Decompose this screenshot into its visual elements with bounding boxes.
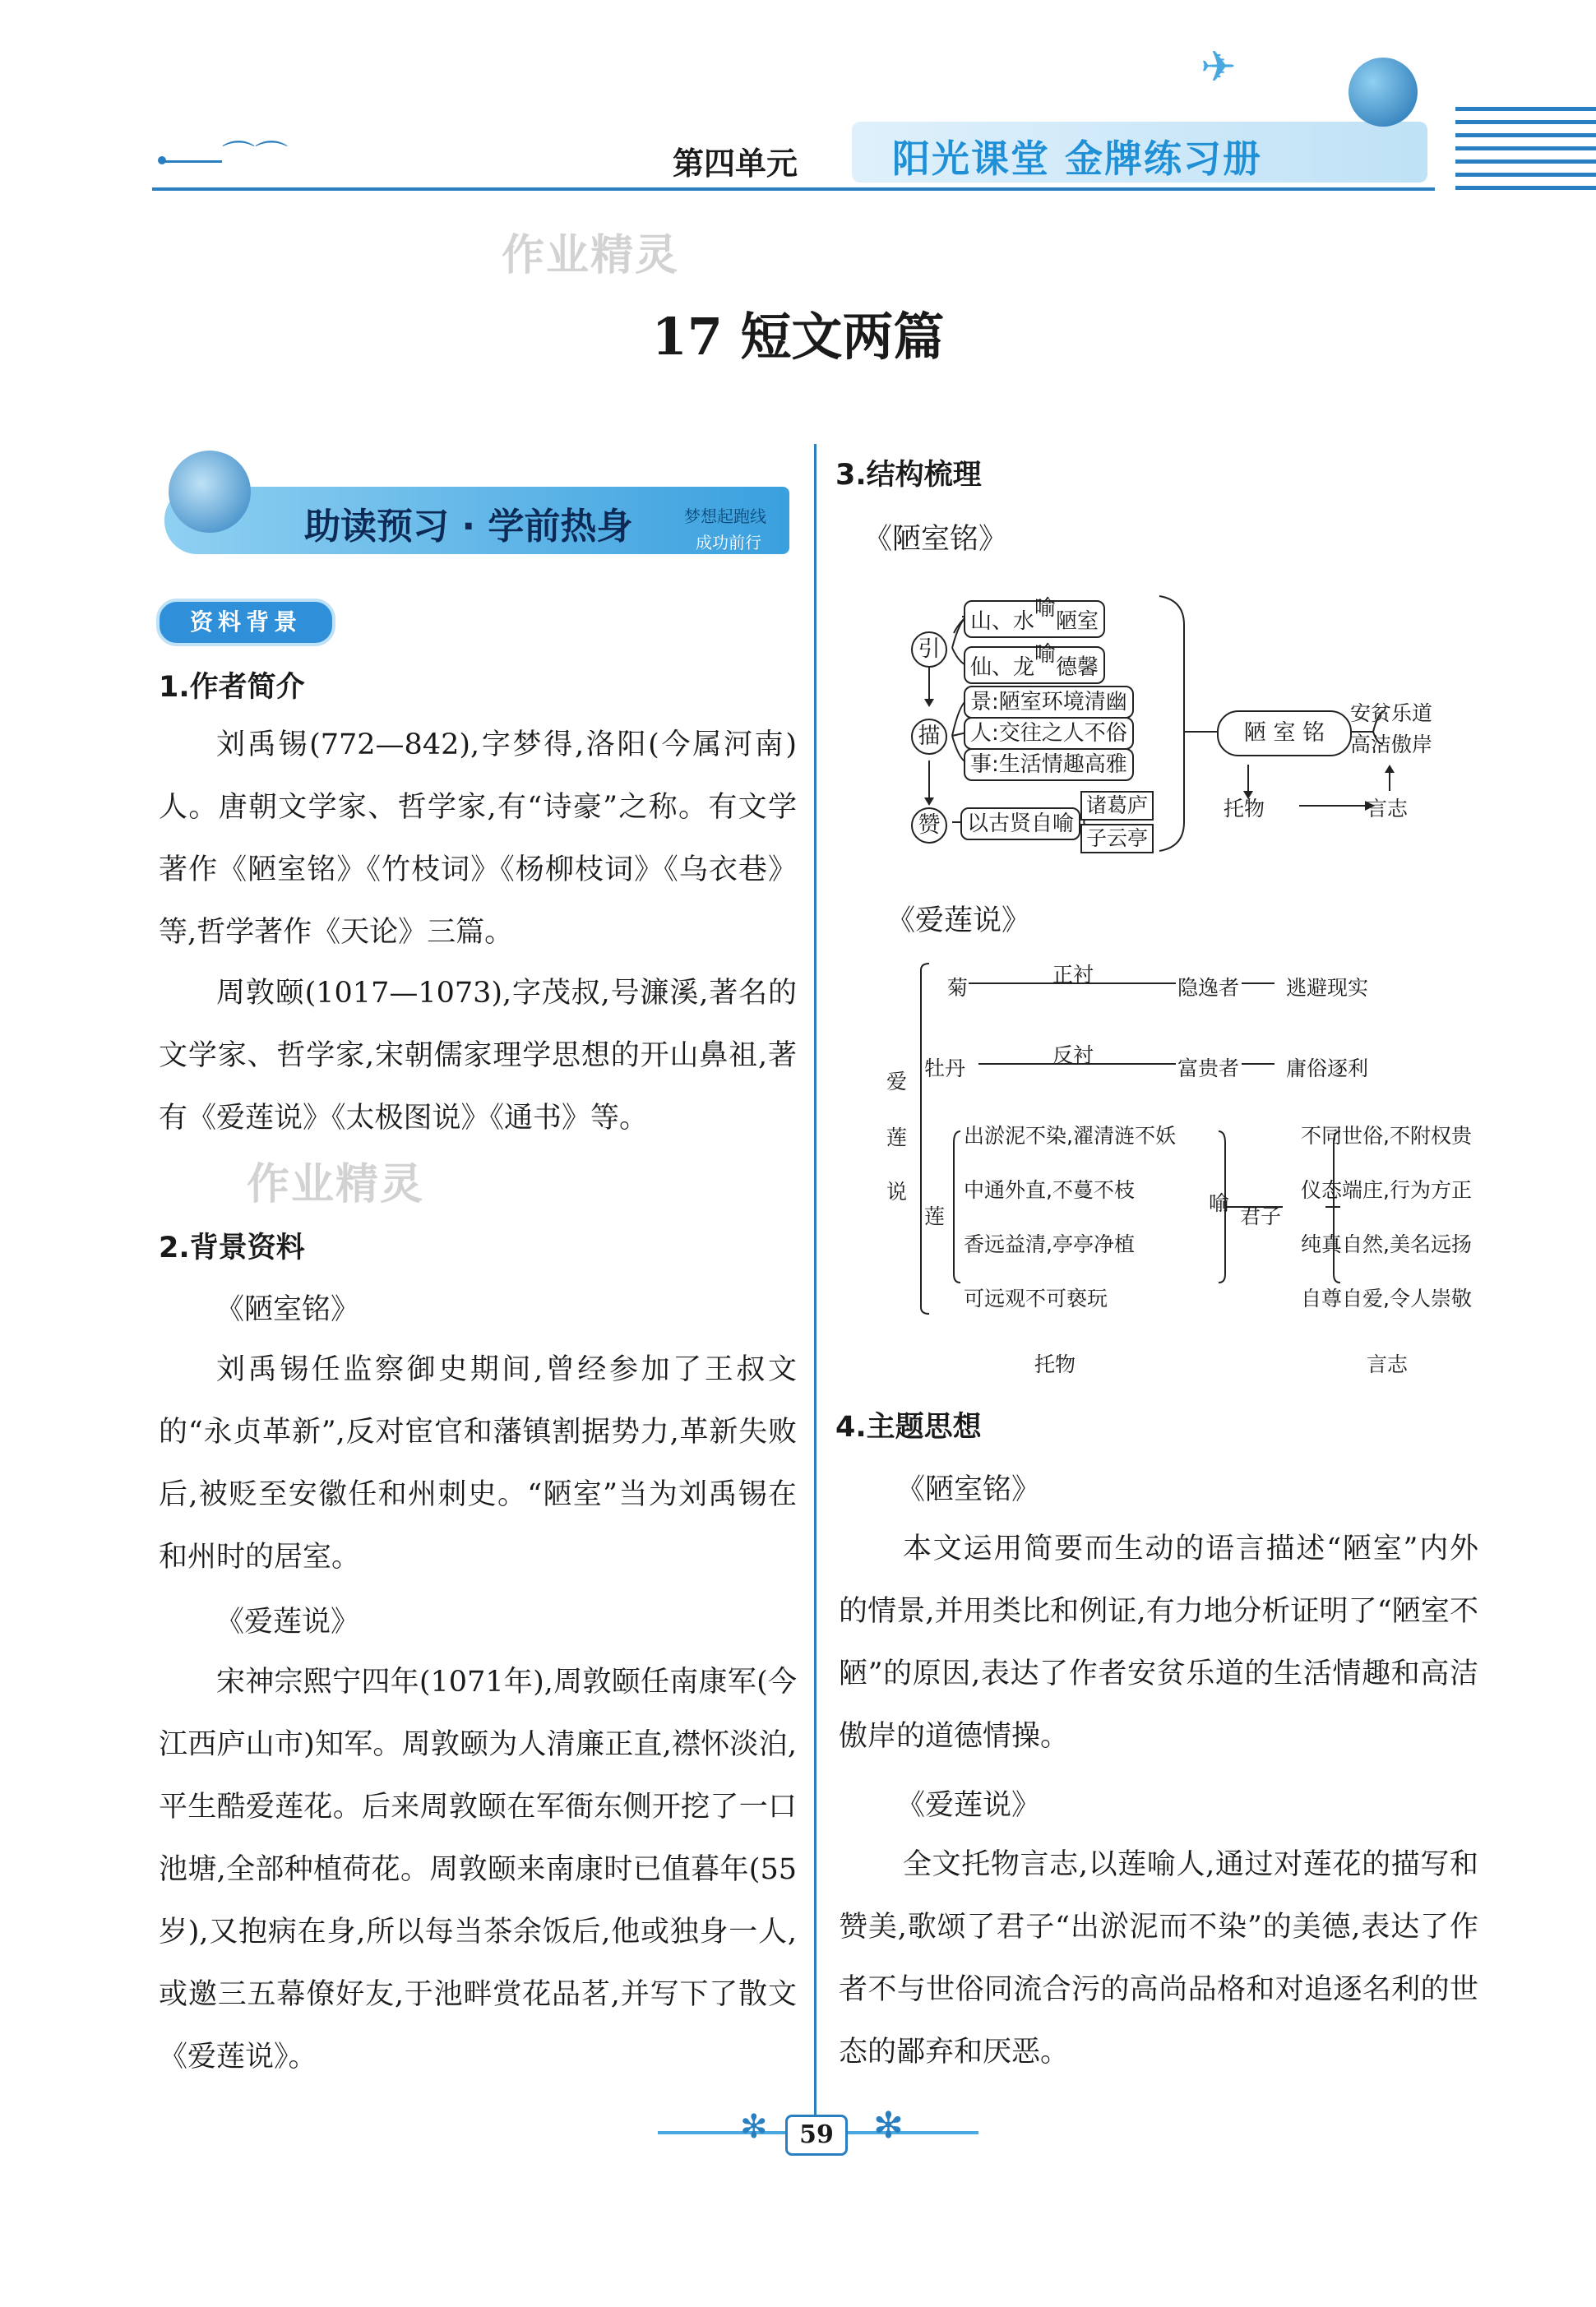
paragraph: 周敦颐(1017—1073),字茂叔,号濂溪,著名的文学家、哲学家,宋朝儒家理学思想的开山鼻祖,著有《爱莲说》《太极图说》《通书》等。 — [159, 977, 797, 1135]
zan-example: 子云亭 — [1080, 824, 1154, 853]
lian-trait: 香远益清,亭亭净植 — [964, 1232, 1135, 1256]
node-yin: 引 — [911, 631, 947, 668]
unit-label: 第四单元 — [673, 146, 798, 182]
zan-item: 以古贤自喻 — [960, 807, 1080, 840]
section-heading: 3.结构梳理 — [835, 459, 982, 492]
subheading: 《爱莲说》 — [886, 904, 1031, 937]
subheading: 《陋室铭》 — [896, 1473, 1041, 1506]
fugui-label: 富贵者 — [1177, 1056, 1240, 1080]
lian-trait: 出淤泥不染,濯清涟不妖 — [964, 1124, 1176, 1148]
paragraph: 宋神宗熙宁四年(1071年),周敦颐任南康军(今江西庐山市)知军。周敦颐为人清廉正直,襟怀淡泊,平生酷爱莲花。后来周敦颐在军衙东侧开挖了一口池塘,全部种植荷花。周敦颐来南康时已值暮年(55岁),又抱病在身,所以每当茶余饭后,他或独身一人,或邀三五幕僚好友,于池畔赏花品茗,并写下了散文《爱莲说》。 — [159, 1666, 797, 2074]
page-number: 59 — [785, 2115, 848, 2156]
miao-item: 人:交往之人不俗 — [964, 717, 1134, 750]
lian-trait: 可远观不可亵玩 — [964, 1287, 1108, 1311]
theme-item: 高洁傲岸 — [1350, 733, 1433, 756]
center-node: 陋 室 铭 — [1217, 710, 1352, 756]
yu-label: 喻 — [1209, 1191, 1230, 1215]
junzi-trait: 不同世俗,不附权贵 — [1301, 1124, 1472, 1148]
zhengchen-label: 正衬 — [1052, 963, 1094, 987]
subheading: 《爱莲说》 — [896, 1789, 1041, 1822]
globe-icon — [169, 451, 251, 533]
header-stripes — [1455, 107, 1596, 197]
banner-subtitle: 成功前行 — [696, 533, 761, 552]
miao-item: 景:陋室环境清幽 — [964, 686, 1134, 719]
section-tag: 资料背景 — [156, 599, 335, 646]
subheading: 《陋室铭》 — [215, 1293, 360, 1326]
yongsu-label: 庸俗逐利 — [1286, 1056, 1369, 1080]
mudan-label: 牡丹 — [924, 1056, 966, 1080]
header-left-line — [164, 160, 222, 163]
lian-label: 莲 — [924, 1204, 946, 1228]
tuowu-label: 托物 — [1034, 1352, 1076, 1376]
yin-item: 仙、龙喻德馨 — [964, 646, 1105, 684]
root-char: 莲 — [886, 1126, 908, 1149]
miao-item: 事:生活情趣高雅 — [964, 748, 1134, 781]
brand-title: 阳光课堂 金牌练习册 — [892, 136, 1263, 181]
tuowu-label: 托物 — [1224, 797, 1265, 821]
banner-subtitle: 梦想起跑线 — [684, 506, 766, 526]
junzi-trait: 纯真自然,美名远扬 — [1301, 1232, 1472, 1256]
fanchen-label: 反衬 — [1052, 1043, 1094, 1067]
ju-label: 菊 — [947, 976, 969, 1000]
subheading: 《爱莲说》 — [215, 1606, 360, 1639]
globe-icon — [1349, 58, 1418, 127]
watermark: 作业精灵 — [502, 231, 680, 280]
yinyi-label: 隐逸者 — [1177, 976, 1240, 1000]
yin-item: 山、水喻陋室 — [964, 600, 1105, 638]
lian-trait: 中通外直,不蔓不枝 — [964, 1178, 1135, 1202]
yanzhi-label: 言志 — [1367, 1352, 1409, 1376]
junzi-trait: 仪态端庄,行为方正 — [1301, 1178, 1472, 1202]
node-zan: 赞 — [911, 807, 947, 844]
subheading: 《陋室铭》 — [863, 523, 1008, 556]
section-heading: 2.背景资料 — [159, 1232, 305, 1264]
yanzhi-label: 言志 — [1367, 797, 1409, 821]
section-heading: 1.作者简介 — [159, 671, 305, 704]
column-divider — [814, 444, 817, 2129]
windmill-icon: ✻ — [740, 2108, 768, 2146]
bird-icon: ⌒⌒ — [222, 139, 288, 177]
junzi-label: 君子 — [1240, 1204, 1282, 1228]
junzi-trait: 自尊自爱,令人崇敬 — [1301, 1287, 1472, 1311]
section-heading: 4.主题思想 — [835, 1411, 982, 1444]
paper-plane-icon: ✈ — [1200, 43, 1237, 92]
header-rule — [152, 187, 1435, 191]
taobi-label: 逃避现实 — [1286, 976, 1369, 1000]
zan-example: 诸葛庐 — [1080, 791, 1154, 821]
paragraph: 刘禹锡(772—842),字梦得,洛阳(今属河南)人。唐朝文学家、哲学家,有“诗豪”之称。有文学著作《陋室铭》《竹枝词》《杨柳枝词》《乌衣巷》等,哲学著作《天论》三篇。 — [159, 728, 797, 949]
watermark: 作业精灵 — [247, 1160, 425, 1209]
theme-item: 安贫乐道 — [1350, 701, 1433, 725]
paragraph: 全文托物言志,以莲喻人,通过对莲花的描写和赞美,歌颂了君子“出淤泥而不染”的美德,表达了作者不与世俗同流合污的高尚品格和对追逐名利的世态的鄙弃和厌恶。 — [839, 1848, 1478, 2069]
root-char: 爱 — [886, 1070, 908, 1093]
root-char: 说 — [886, 1180, 908, 1204]
node-miao: 描 — [911, 719, 947, 755]
paragraph: 刘禹锡任监察御史期间,曾经参加了王叔文的“永贞革新”,反对宦官和藩镇割据势力,革新失败后,被贬至安徽任和州刺史。“陋室”当为刘禹锡在和州时的居室。 — [159, 1353, 797, 1574]
banner-title: 助读预习 · 学前热身 — [304, 506, 633, 548]
paragraph: 本文运用简要而生动的语言描述“陋室”内外的情景,并用类比和例证,有力地分析证明了“陋室不陋”的原因,表达了作者安贫乐道的生活情趣和高洁傲岸的道德情操。 — [839, 1533, 1478, 1753]
lesson-title: 17 短文两篇 — [651, 307, 945, 367]
windmill-icon: ✻ — [873, 2105, 904, 2147]
